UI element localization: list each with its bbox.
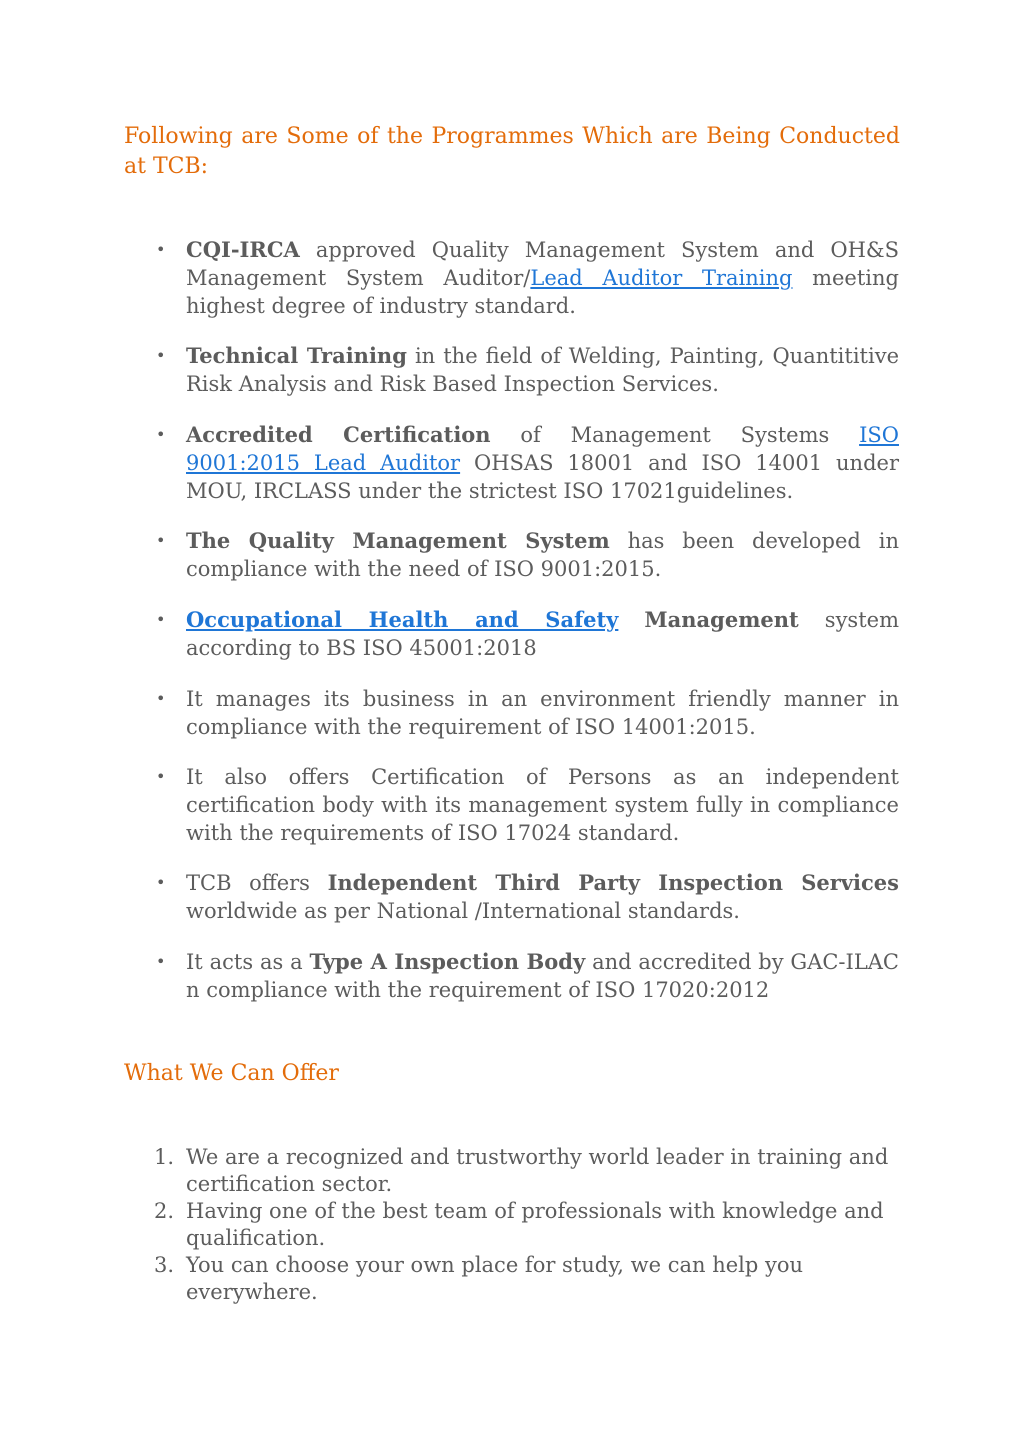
item-text: TCB offers xyxy=(186,871,328,895)
list-item xyxy=(186,685,899,741)
section-heading-offer: What We Can Offer xyxy=(124,1061,339,1086)
bold-term: The Quality Management System xyxy=(186,528,610,553)
list-item xyxy=(186,342,899,398)
item-text: and accredited by GAC-ILAC n compliance with the requirement of ISO 17020:2012 xyxy=(186,950,899,1002)
item-text: OHSAS 18001 and ISO 14001 under MOU, IRCLASS under the strictest ISO 17021guidelines. xyxy=(186,451,899,503)
lead-auditor-training-link[interactable]: Lead Auditor Training xyxy=(530,266,793,290)
item-text: meeting highest degree of industry standard. xyxy=(186,266,899,318)
list-item xyxy=(154,1144,899,1198)
list-item xyxy=(186,236,899,320)
bold-term: Technical Training xyxy=(186,343,407,368)
list-item xyxy=(186,948,899,1004)
list-marker: 3. xyxy=(154,1253,175,1277)
item-text: worldwide as per National /International standards. xyxy=(186,899,740,923)
list-item xyxy=(154,1252,899,1306)
list-item xyxy=(186,763,899,847)
bold-term: Independent Third Party Inspection Services xyxy=(327,870,899,895)
item-text: system according to BS ISO 45001:2018 xyxy=(186,608,899,660)
bold-term: Management xyxy=(644,607,799,632)
item-text: of Management Systems xyxy=(490,423,860,447)
bold-term: Type A Inspection Body xyxy=(309,949,586,974)
item-text: It also offers Certification of Persons as an independent certification body with its management system fully in compliance with the requirements of ISO 17024 standard. xyxy=(186,765,899,845)
item-text: approved Quality Management System and OH&S Management System Auditor/ xyxy=(186,238,899,290)
list-item xyxy=(186,527,899,583)
item-text: We are a recognized and trustworthy world leader in training and certification sector. xyxy=(186,1145,889,1196)
list-item xyxy=(186,606,899,662)
bold-term: CQI-IRCA xyxy=(186,237,300,262)
list-item xyxy=(154,1198,899,1252)
list-marker: 1. xyxy=(154,1145,175,1169)
item-text: Having one of the best team of professionals with knowledge and qualification. xyxy=(186,1199,884,1250)
item-text: It manages its business in an environment friendly manner in compliance with the requirement of ISO 14001:2015. xyxy=(186,687,899,739)
iso-9001-lead-auditor-link[interactable]: ISO 9001:2015 Lead Auditor xyxy=(186,423,899,475)
section-heading-programmes: Following are Some of the Programmes Which are Being Conducted at TCB: xyxy=(124,124,900,179)
bold-term: Accredited Certification xyxy=(186,422,491,447)
item-text: You can choose your own place for study, we can help you everywhere. xyxy=(186,1253,804,1304)
list-item xyxy=(186,421,899,505)
item-text: It acts as a xyxy=(186,950,310,974)
list-marker: 2. xyxy=(154,1199,175,1223)
list-item xyxy=(186,869,899,925)
item-text: has been developed in compliance with the need of ISO 9001:2015. xyxy=(186,529,899,581)
item-text: in the field of Welding, Painting, Quantititive Risk Analysis and Risk Based Inspection Services. xyxy=(186,344,899,396)
occupational-health-safety-link[interactable]: Occupational Health and Safety xyxy=(186,607,619,632)
